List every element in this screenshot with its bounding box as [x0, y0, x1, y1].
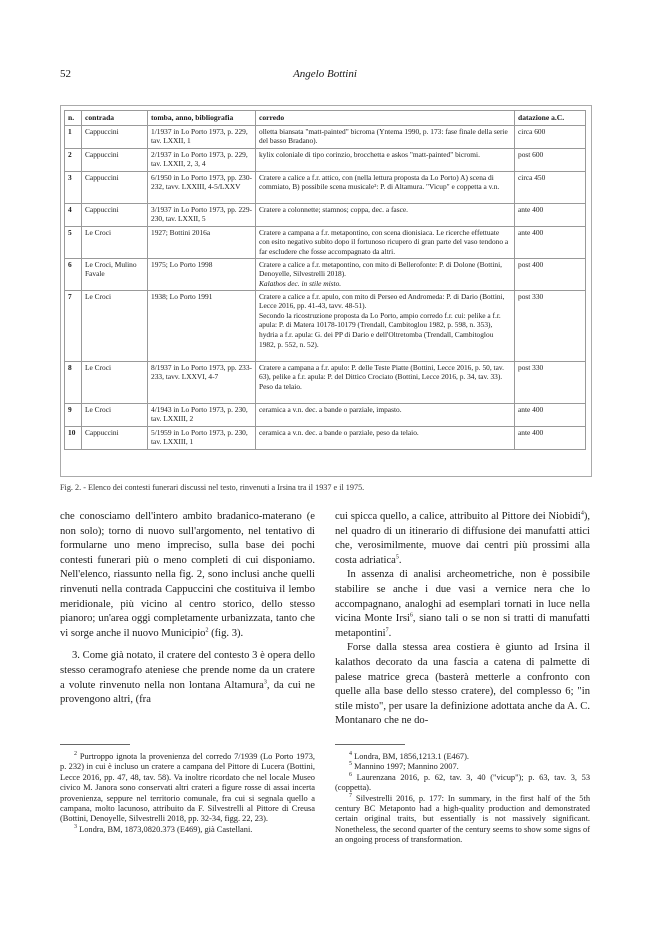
cell-n: 3	[65, 171, 82, 203]
table-row	[65, 125, 586, 148]
footnote-rule	[60, 744, 130, 745]
cell-corredo: Cratere a campana a f.r. metapontino, con scena dionisiaca. Le ricerche effettuate con esito negativo subito dopo il fortunoso ricupero di gran parte del vaso tendono a far escludere che fosse accompagnato da altri.	[256, 226, 515, 258]
running-head: Angelo Bottini	[293, 68, 357, 80]
cell-datazione: post 330	[515, 290, 586, 361]
cell-datazione: ante 400	[515, 226, 586, 258]
cell-contrada: Le Croci	[82, 226, 148, 258]
body-column-left	[60, 510, 315, 708]
table-row	[65, 361, 586, 403]
corredo-line: Secondo la ricostruzione proposta da Lo Porto, ampio corredo f.r. cui: pelike a f.r. apula: P. di Matera 10178-10179 (Trendall, Cambitoglou 1982, p. 598, n. 353), hydria a f.r. apula: G. dei PP di Dario e dell'Oltretomba (Trendall, Cambitoglou 1982, p. 552, n. 52).	[259, 310, 501, 349]
cell-contrada: Le Croci, Mulino Favale	[82, 258, 148, 290]
body-paragraph: In assenza di analisi archeometriche, non è possibile stabilire se anche i due vasi a vernice nera che lo accompagnano, analoghi ad esemplari tornati in luce nella vicina Monte Irsi$^6$, siano tali o se non si tratti di manufatti metapontini$^7$.	[335, 569, 590, 639]
col-header-corredo: corredo	[256, 111, 515, 126]
table-header-row	[65, 111, 586, 126]
col-header-tomba: tomba, anno, bibliografia	[148, 111, 256, 126]
corredo-line: Cratere a campana a f.r. apulo: P. delle Teste Piatte (Bottini, Lecce 2016, p. 50, tav. 63), pelike a f.r. apula: P. del Dittico Crociato (Bottini, Lecce 2016, p. 34, tav. 33).	[259, 362, 504, 382]
funerary-contexts-table	[64, 110, 586, 450]
cell-contrada: Cappuccini	[82, 125, 148, 148]
cell-datazione: post 330	[515, 361, 586, 403]
cell-corredo	[256, 361, 515, 403]
cell-corredo: olletta biansata "matt-painted" bicroma (Yntema 1990, p. 173: fase finale della serie del basso Bradano).	[256, 125, 515, 148]
cell-contrada: Cappuccini	[82, 171, 148, 203]
corredo-line: Cratere a calice a f.r. metapontino, con mito di Bellerofonte: P. di Dolone (Bottini, Denoyelle, Silvestrelli 2018).	[259, 259, 503, 279]
corredo-line: Cratere a calice a f.r. apulo, con mito di Perseo ed Andromeda: P. di Dario (Bottini, Lecce 2016, pp. 41-43, tavv. 48-51).	[259, 291, 505, 311]
cell-corredo: Cratere a calice a f.r. attico, con (nella lettura proposta da Lo Porto) A) scena di commiato, B) possibile scena musicale²: P. di Altamura. "Vicup" e coppetta a v.n.	[256, 171, 515, 203]
table-row	[65, 226, 586, 258]
cell-contrada: Cappuccini	[82, 426, 148, 449]
cell-corredo	[256, 258, 515, 290]
cell-datazione: post 400	[515, 258, 586, 290]
table-row	[65, 426, 586, 449]
cell-contrada: Le Croci	[82, 290, 148, 361]
table-row	[65, 258, 586, 290]
footnote: $^5$ Mannino 1997; Mannino 2007.	[349, 761, 459, 772]
cell-corredo: ceramica a v.n. dec. a bande o parziale, peso da telaio.	[256, 426, 515, 449]
col-header-contrada: contrada	[82, 111, 148, 126]
cell-datazione: ante 400	[515, 426, 586, 449]
footnote: $^4$ Londra, BM, 1856,1213.1 (E467).	[349, 751, 470, 761]
cell-tomba: 4/1943 in Lo Porto 1973, p. 230, tav. LXXIII, 2	[148, 403, 256, 426]
cell-contrada: Cappuccini	[82, 148, 148, 171]
corredo-line: Kalathos dec. in stile misto.	[259, 278, 342, 288]
cell-tomba: 1975; Lo Porto 1998	[148, 258, 256, 290]
footnote: $^2$ Purtroppo ignota la provenienza del corredo 7/1939 (Lo Porto 1973, p. 232) in cui è incluso un cratere a campana del Pittore di Lucera (Bottini, Lecce 2016, pp. 47, 48, tav. 58). Va inoltre ricordato che nel locale Museo civico M. Janora sono conservati altri crateri a figure rosse di assai incerta provenienza, seppure nel territorio comunale, fra cui si segnala quello a campana, molto lacunoso, attribuito da F. Silvestrelli al Pittore di Creusa (Bottini, Denoyelle, Silvestrelli 2018, pp. 32-34, figg. 22, 23).	[60, 751, 315, 824]
corredo-line: Peso da telaio.	[259, 381, 302, 391]
cell-tomba: 6/1950 in Lo Porto 1973, pp. 230-232, tavv. LXXIII, 4-5/LXXV	[148, 171, 256, 203]
body-paragraph: Forse dalla stessa area costiera è giunto ad Irsina il kalathos decorato da una fascia a catena di palmette di palese matrice greca (basterà metterle a confronto con quelle alla base dello stesso cratere), del complesso 6; "in stile misto", per usare la definizione adottata anche da A. C. Montanaro che ne do-	[335, 642, 590, 727]
cell-tomba: 1/1937 in Lo Porto 1973, p. 229, tav. LXXII, 1	[148, 125, 256, 148]
figure-caption: Fig. 2. - Elenco dei contesti funerari discussi nel testo, rinvenuti a Irsina tra il 1937 e il 1975.	[60, 483, 365, 492]
cell-datazione: post 600	[515, 148, 586, 171]
body-column-right	[335, 510, 590, 729]
footnote: $^3$ Londra, BM, 1873,0820.373 (E469), già Castellani.	[74, 824, 253, 834]
cell-n: 5	[65, 226, 82, 258]
cell-tomba: 2/1937 in Lo Porto 1973, p. 229, tav. LXXII, 2, 3, 4	[148, 148, 256, 171]
cell-datazione: ante 400	[515, 203, 586, 226]
cell-n: 7	[65, 290, 82, 361]
cell-datazione: ante 400	[515, 403, 586, 426]
footnotes-left	[60, 752, 315, 835]
cell-corredo: ceramica a v.n. dec. a bande o parziale, impasto.	[256, 403, 515, 426]
cell-tomba: 8/1937 in Lo Porto 1973, pp. 233-233, tavv. LXXVI, 4-7	[148, 361, 256, 403]
cell-n: 6	[65, 258, 82, 290]
footnote-rule	[335, 744, 405, 745]
cell-tomba: 1938; Lo Porto 1991	[148, 290, 256, 361]
body-paragraph: cui spicca quello, a calice, attribuito al Pittore dei Niobidi$^4$), nel quadro di un itinerario di diffusione dei manufatti attici che, verosimilmente, muove dai centri più prossimi alla costa adriatica$^5$.	[335, 510, 590, 566]
cell-contrada: Cappuccini	[82, 203, 148, 226]
cell-corredo	[256, 290, 515, 361]
cell-corredo: Cratere a colonnette; stamnos; coppa, dec. a fasce.	[256, 203, 515, 226]
table-row	[65, 171, 586, 203]
cell-n: 1	[65, 125, 82, 148]
col-header-n: n.	[65, 111, 82, 126]
cell-n: 10	[65, 426, 82, 449]
table-row	[65, 148, 586, 171]
cell-datazione: circa 600	[515, 125, 586, 148]
cell-tomba: 3/1937 in Lo Porto 1973, pp. 229-230, tav. LXXII, 5	[148, 203, 256, 226]
cell-n: 8	[65, 361, 82, 403]
footnote: $^7$ Silvestrelli 2016, p. 177: In summary, in the first half of the 5th century BC Metaponto had a high-quality production and demonstrated certain original traits, but essentially is not massively significant. Nonetheless, the second quarter of the century seems to show some signs of an ongoing process of transformation.	[335, 792, 591, 845]
cell-contrada: Le Croci	[82, 403, 148, 426]
table-row	[65, 203, 586, 226]
cell-n: 4	[65, 203, 82, 226]
cell-n: 9	[65, 403, 82, 426]
table-row	[65, 403, 586, 426]
body-paragraph: che conosciamo dell'intero ambito bradanico-materano (e non solo); torno di nuovo sull'argomento, nel tentativo di formularne uno meno impreciso, sulla base dei pochi contesti funerari più o meno completi di cui disponiamo. Nell'elenco, riassunto nella fig. 2, sono inclusi anche quelli rinvenuti nella contrada Cappuccini che costituiva il lembo meridionale, più vicino al centro storico, dello stesso pianoro; un'area oggi completamente urbanizzata, tanto che vi sorge anche il nuovo Municipio$^2$ (fig. 3).	[60, 511, 315, 639]
cell-corredo: kylix coloniale di tipo corinzio, brocchetta e askos "matt-painted" bicromi.	[256, 148, 515, 171]
footnote: $^6$ Laurenzana 2016, p. 62, tav. 3, 40 ("vicup"); p. 63, tav. 3, 53 (coppetta).	[335, 772, 591, 793]
cell-tomba: 1927; Bottini 2016a	[148, 226, 256, 258]
footnotes-right	[335, 752, 590, 846]
cell-tomba: 5/1959 in Lo Porto 1973, p. 230, tav. LXXIII, 1	[148, 426, 256, 449]
body-paragraph: 3. Come già notato, il cratere del contesto 3 è opera dello stesso ceramografo ateniese che prende nome da un cratere a volute rinvenuto nella non lontana Altamura$^3$, da cui ne provengono altri, (fra	[60, 650, 315, 706]
col-header-datazione: datazione a.C.	[515, 111, 586, 126]
cell-datazione: circa 450	[515, 171, 586, 203]
page-number: 52	[60, 68, 71, 80]
cell-contrada: Le Croci	[82, 361, 148, 403]
table-row	[65, 290, 586, 361]
cell-n: 2	[65, 148, 82, 171]
